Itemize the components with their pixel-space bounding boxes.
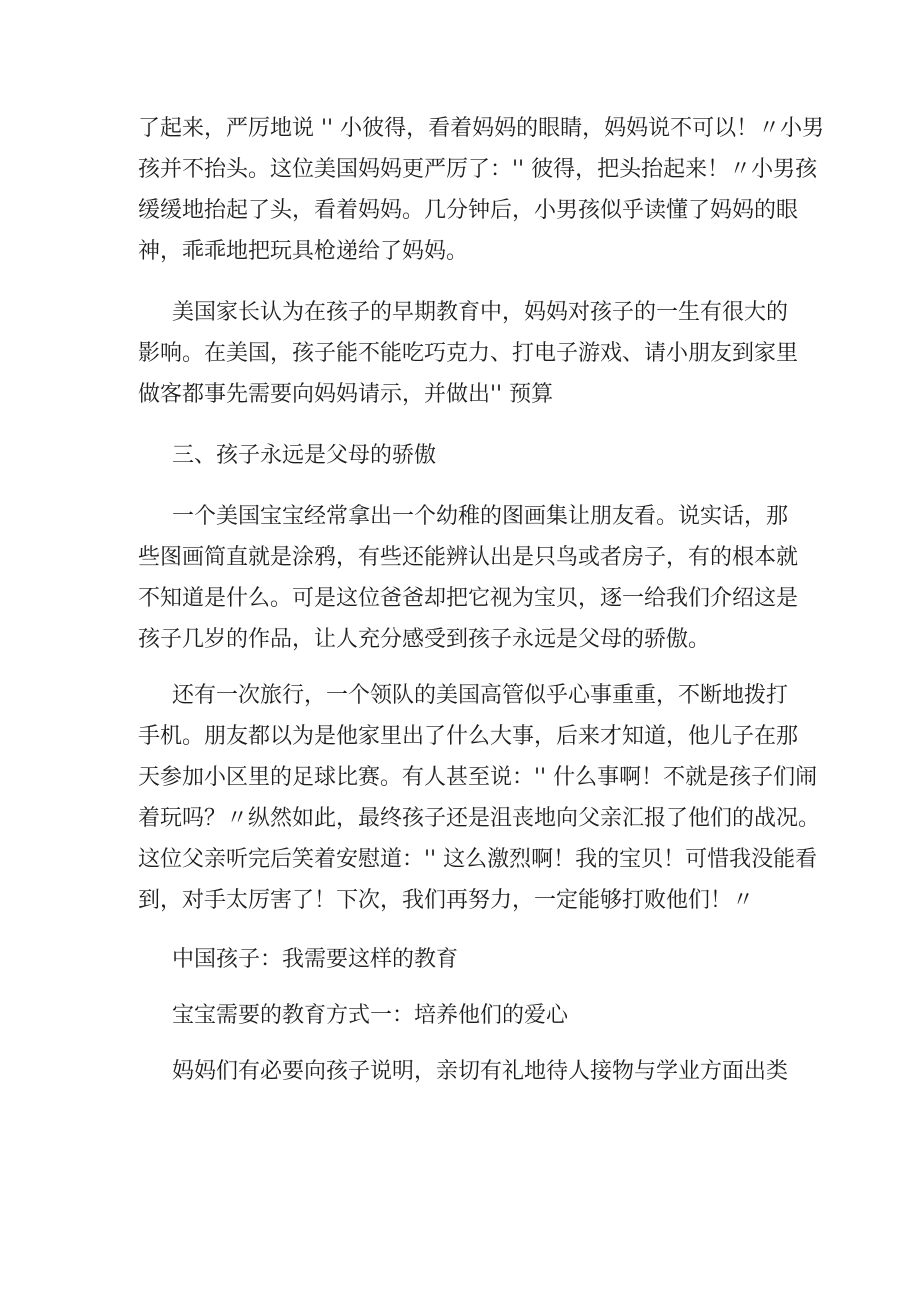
text-line: 美国家长认为在孩子的早期教育中，妈妈对孩子的一生有很大的 <box>172 300 789 325</box>
text-line: 妈妈们有必要向孩子说明，亲切有礼地待人接物与学业方面出类 <box>172 1059 789 1084</box>
text-line: 还有一次旅行，一个领队的美国高管似乎心事重重，不断地拨打 <box>172 683 789 708</box>
document-body <box>138 108 825 1092</box>
text-line: 神，乖乖地把玩具枪递给了妈妈。 <box>138 239 469 264</box>
heading-line: 三、孩子永远是父母的骄傲 <box>172 443 437 468</box>
text-line: 这位父亲听完后笑着安慰道：'' 这么激烈啊！我的宝贝！可惜我没能看 <box>138 847 818 872</box>
text-line: 影响。在美国，孩子能不能吃巧克力、打电子游戏、请小朋友到家里 <box>138 341 799 366</box>
subheading-chinese-children <box>138 939 788 980</box>
heading-line: 宝宝需要的教育方式一：培养他们的爱心 <box>172 1003 569 1028</box>
text-line: 些图画简直就是涂鸦，有些还能辨认出是只鸟或者房子，有的根本就 <box>138 545 799 570</box>
section-heading <box>138 435 788 476</box>
text-line: 做客都事先需要向妈妈请示，并做出'' 预算 <box>138 382 554 407</box>
text-line: 缓缓地抬起了头，看着妈妈。几分钟后，小男孩似乎读懂了妈妈的眼 <box>138 198 799 223</box>
paragraph-5 <box>138 675 821 921</box>
paragraph-4 <box>138 496 799 660</box>
text-line: 到，对手太厉害了！下次，我们再努力，一定能够打败他们！〃 <box>138 888 755 913</box>
text-line: 不知道是什么。可是这位爸爸却把它视为宝贝，逐一给我们介绍这是 <box>138 586 799 611</box>
text-line: 孩并不抬头。这位美国妈妈更严厉了：'' 彼得，把头抬起来！〃小男孩 <box>138 157 818 182</box>
text-line: 着玩吗？〃纵然如此，最终孩子还是沮丧地向父亲汇报了他们的战况。 <box>138 806 821 831</box>
text-line: 了起来，严厉地说 '' 小彼得，看着妈妈的眼睛，妈妈说不可以！〃小男 <box>138 116 825 141</box>
text-line: 手机。朋友都以为是他家里出了什么大事，后来才知道，他儿子在那 <box>138 724 799 749</box>
heading-line: 中国孩子：我需要这样的教育 <box>172 947 459 972</box>
paragraph-1 <box>138 108 825 272</box>
paragraph-2 <box>138 292 799 415</box>
text-line: 孩子几岁的作品，让人充分感受到孩子永远是父母的骄傲。 <box>138 627 711 652</box>
subheading-method-one <box>138 995 788 1036</box>
text-line: 一个美国宝宝经常拿出一个幼稚的图画集让朋友看。说实话，那 <box>172 504 789 529</box>
text-line: 天参加小区里的足球比赛。有人甚至说：'' 什么事啊！不就是孩子们闹 <box>138 765 818 790</box>
paragraph-8 <box>138 1051 788 1092</box>
